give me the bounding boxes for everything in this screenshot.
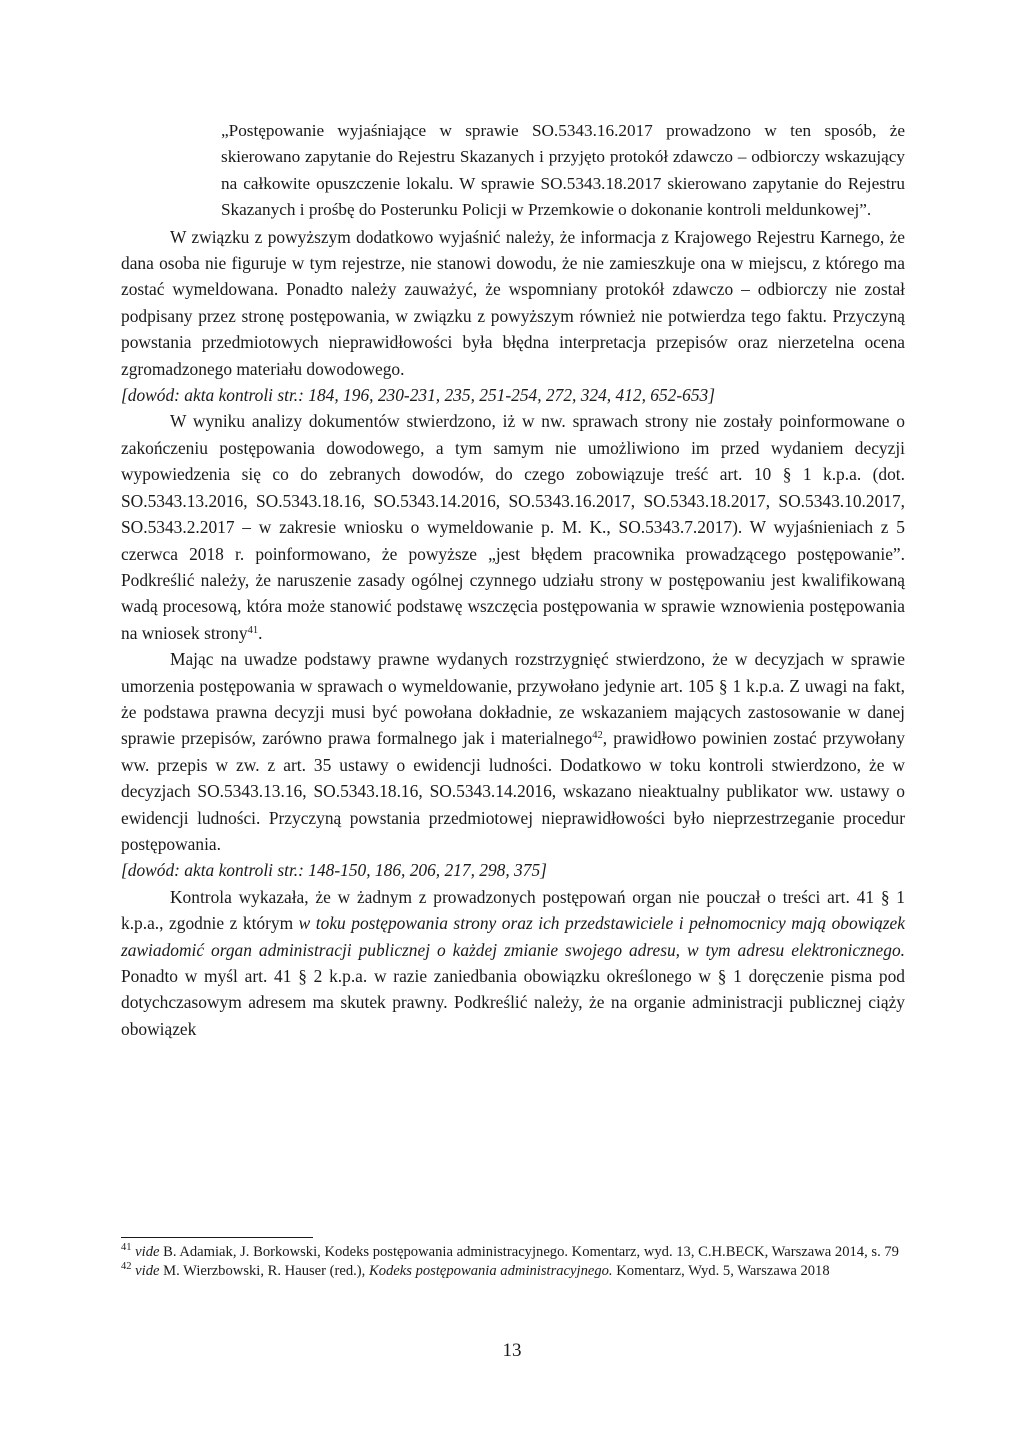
paragraph-4-text-a: Kontrola wykazała, że w żadnym z prowadzonych postępowań organ nie pouczał o treści art. 41 § 1 k.p.a., zgodnie z którym: [121, 886, 905, 934]
evidence-reference-2: [dowód: akta kontroli str.: 148-150, 186, 206, 217, 298, 375]: [121, 860, 547, 881]
footnote-42: [121, 1262, 905, 1281]
footnotes: [121, 1243, 905, 1280]
paragraph-3-text-a: Mając na uwadze podstawy prawne wydanych rozstrzygnięć stwierdzono, że w decyzjach w sprawie umorzenia postępowania w sprawach o wymeldowanie, przywołano jedynie art. 105 § 1 k.p.a. Z uwagi na fakt, że podstawa prawna decyzji musi być powołana dokładnie, ze wskazaniem mających zastosowanie w danej sprawie przepisów, zarówno prawa formalnego jak i materialnego: [121, 649, 905, 749]
paragraph-4: [121, 884, 905, 1042]
paragraph-4-text-b: Ponadto w myśl art. 41 § 2 k.p.a. w razie zaniedbania obowiązku określonego w § 1 doręczenie pisma pod dotychczasowym adresem ma skutek prawny. Podkreślić należy, że na organie administracji publicznej ciąży obowiązek: [121, 966, 905, 1039]
footnote-text-b: Komentarz, Wyd. 5, Warszawa 2018: [612, 1262, 830, 1279]
footnote-vide: vide: [135, 1244, 160, 1260]
evidence-reference-1: [dowód: akta kontroli str.: 184, 196, 230-231, 235, 251-254, 272, 324, 412, 652-653]: [121, 385, 716, 406]
paragraph-4-citation: w toku postępowania strony oraz ich przedstawiciele i pełnomocnicy mają obowiązek zawiadomić organ administracji publicznej o każdej zmianie swojego adresu, w tym adresu elektronicznego.: [121, 913, 905, 960]
main-text: [121, 118, 905, 1042]
footnote-number: 41: [121, 1242, 132, 1253]
footnote-book-title: Kodeks postępowania administracyjnego.: [368, 1262, 613, 1279]
footnote-41: [121, 1243, 905, 1262]
paragraph-2-text: W wyniku analizy dokumentów stwierdzono, iż w nw. sprawach strony nie zostały poinformowane o zakończeniu postępowania dowodowego, a tym samym nie umożliwiono im przed wydaniem decyzji wypowiedzenia się co do zebranych dowodów, do czego zobowiązuje treść art. 10 § 1 k.p.a. (dot. SO.5343.13.2016, SO.5343.18.16, SO.5343.14.2016, SO.5343.16.2017, SO.5343.18.2017, SO.5343.10.2017, SO.5343.2.2017 – w zakresie wniosku o wymeldowanie p. M. K., SO.5343.7.2017). W wyjaśnieniach z 5 czerwca 2018 r. poinformowano, że powyższe „jest błędem pracownika prowadzącego postępowanie”. Podkreślić należy, że naruszenie zasady ogólnej czynnego udziału strony w postępowaniu jest kwalifikowaną wadą procesową, która może stanowić podstawę wszczęcia postępowania w sprawie wznowienia postępowania na wniosek strony: [121, 411, 905, 643]
paragraph-3-text-b: , prawidłowo powinien zostać przywołany ww. przepis w zw. z art. 35 ustawy o ewidencji ludności. Dodatkowo w toku kontroli stwierdzono, że w decyzjach SO.5343.13.16, SO.5343.18.16, SO.5343.14.2016, wskazano nieaktualny publikator ww. ustawy o ewidencji ludności. Przyczyną powstania przedmiotowej nieprawidłowości było nieprzestrzeganie procedur postępowania.: [121, 728, 905, 854]
paragraph-2: [121, 408, 905, 646]
footnote-text-a: M. Wierzbowski, R. Hauser (red.),: [159, 1262, 369, 1279]
footnote-number: 42: [121, 1260, 132, 1272]
footnote-ref-42[interactable]: 42: [592, 730, 603, 742]
footnote-vide: vide: [135, 1262, 160, 1279]
page-number: 13: [502, 1340, 522, 1361]
paragraph-2-end: .: [258, 622, 263, 643]
paragraph-3: [121, 646, 905, 857]
footnote-separator: [121, 1237, 313, 1238]
quoted-explanation: „Postępowanie wyjaśniające w sprawie SO.5343.16.2017 prowadzono w ten sposób, że skierowano zapytanie do Rejestru Skazanych i przyjęto protokół zdawczo – odbiorczy wskazujący na całkowite opuszczenie lokalu. W sprawie SO.5343.18.2017 skierowano zapytanie do Rejestru Skazanych i prośbę do Posterunku Policji w Przemkowie o dokonanie kontroli meldunkowej”.: [221, 121, 905, 220]
footnote-text: B. Adamiak, J. Borkowski, Kodeks postępowania administracyjnego. Komentarz, wyd. 13, C.H.BECK, Warszawa 2014, s. 79: [159, 1244, 899, 1260]
footnote-ref-41[interactable]: 41: [247, 624, 259, 636]
paragraph-1: W związku z powyższym dodatkowo wyjaśnić należy, że informacja z Krajowego Rejestru Karnego, że dana osoba nie figuruje w tym rejestrze, nie stanowi dowodu, że nie zamieszkuje ona w miejscu, z którego ma zostać wymeldowana. Ponadto należy zauważyć, że wspomniany protokół zdawczo – odbiorczy nie został podpisany przez stronę postępowania, w związku z powyższym również nie potwierdza tego faktu. Przyczyną powstania przedmiotowych nieprawidłowości była błędna interpretacja przepisów oraz nierzetelna ocena zgromadzonego materiału dowodowego.: [121, 226, 905, 379]
